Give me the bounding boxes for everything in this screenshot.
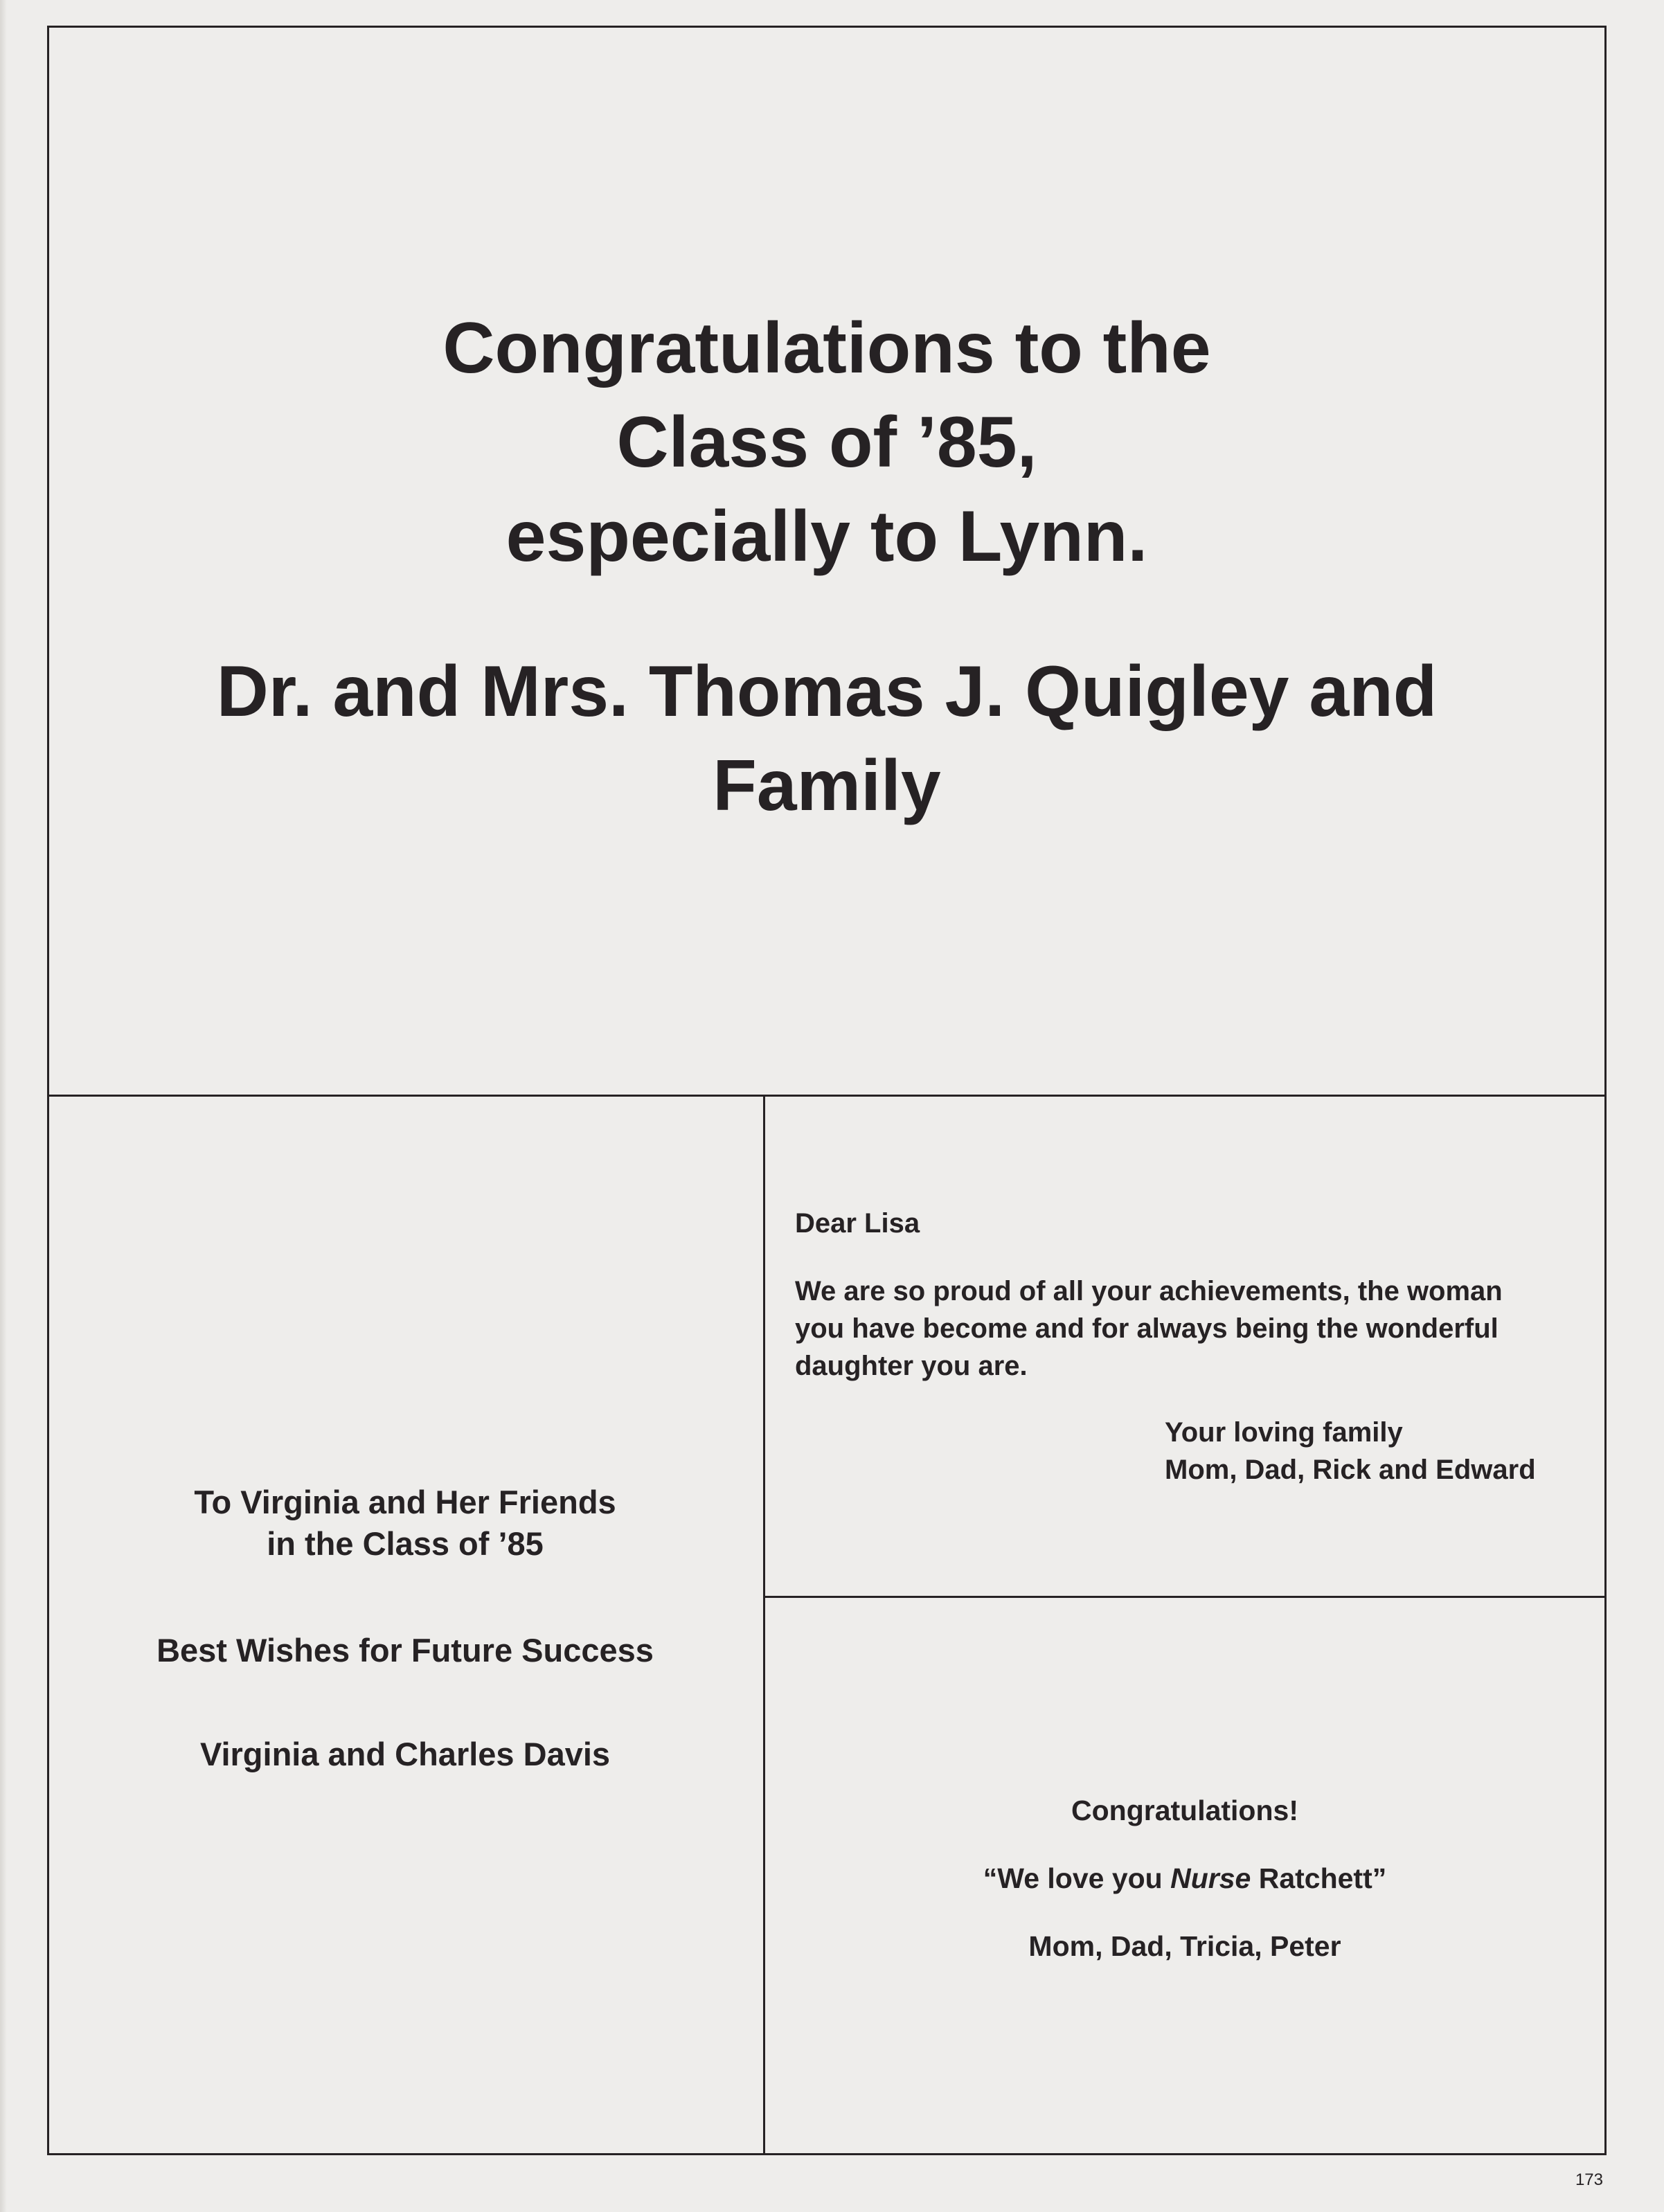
davis-wish: Best Wishes for Future Success xyxy=(156,1632,654,1669)
headline-line-1: Congratulations to the xyxy=(442,308,1211,388)
dedication-line-2: in the Class of ’85 xyxy=(267,1525,544,1562)
lisa-body-line-2: you have become and for always being the wonderful xyxy=(795,1313,1499,1344)
lisa-signature-line-2: Mom, Dad, Rick and Edward xyxy=(1165,1455,1536,1485)
quigley-ad xyxy=(47,26,1607,1097)
lisa-salutation: Dear Lisa xyxy=(795,1208,920,1239)
lisa-signature-line-1: Your loving family xyxy=(1165,1417,1403,1448)
page-binding-edge xyxy=(0,0,7,2212)
quigley-headline xyxy=(47,301,1607,584)
lisa-body-line-1: We are so proud of all your achievements, the woman xyxy=(795,1276,1503,1306)
quote-italic-word: Nurse xyxy=(1170,1862,1251,1894)
lisa-ad xyxy=(763,1095,1607,1598)
quote-start: “We love you xyxy=(983,1862,1171,1894)
signature-line-2: Family xyxy=(713,746,941,826)
ratchett-congrats: Congratulations! xyxy=(1071,1795,1298,1826)
lisa-body-line-3: daughter you are. xyxy=(795,1351,1028,1381)
page-number: 173 xyxy=(1575,2170,1603,2189)
quigley-signature xyxy=(47,645,1607,833)
lisa-signature xyxy=(1165,1414,1536,1489)
davis-signature: Virginia and Charles Davis xyxy=(199,1736,611,1772)
signature-line-1: Dr. and Mrs. Thomas J. Quigley and xyxy=(216,651,1438,732)
davis-dedication xyxy=(47,1482,763,1565)
lisa-body xyxy=(795,1273,1591,1385)
headline-line-3: especially to Lynn. xyxy=(506,496,1148,577)
ratchett-quote xyxy=(763,1860,1607,1897)
dedication-line-1: To Virginia and Her Friends xyxy=(194,1484,616,1520)
quote-end: Ratchett” xyxy=(1251,1862,1387,1894)
davis-ad xyxy=(47,1095,765,2155)
headline-line-2: Class of ’85, xyxy=(616,402,1037,483)
ratchett-signature: Mom, Dad, Tricia, Peter xyxy=(1028,1930,1341,1962)
ratchett-ad xyxy=(763,1596,1607,2155)
